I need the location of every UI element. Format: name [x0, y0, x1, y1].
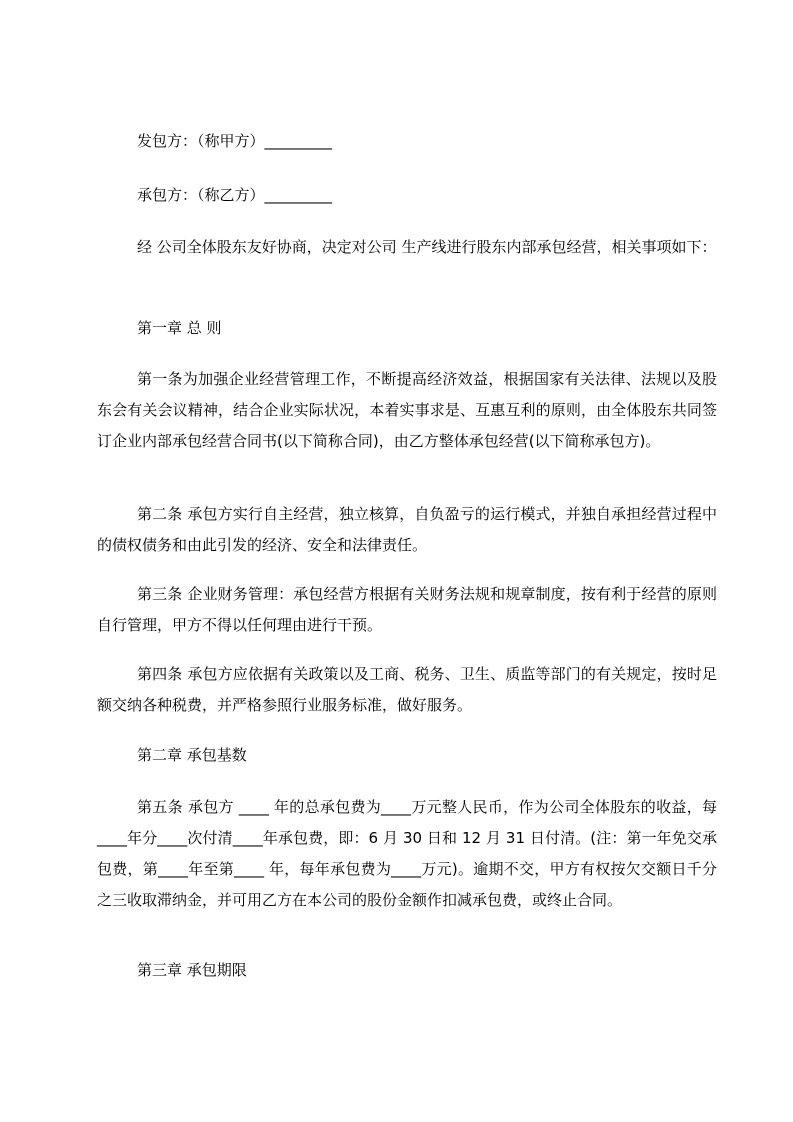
chapter3-heading: 第三章 承包期限	[137, 961, 247, 979]
article5-paragraph: 第五条 承包方 ____ 年的总承包费为____万元整人民币，作为公司全体股东的收益，每____年分____次付清____年承包费，即：6 月 30 日和 12 月 31 日付清。(注：第一年免交承包费，第____年至第____ 年，每年承包费为____万元)。逾期不交，甲方有权按欠交额日千分之三收取滞纳金，并可用乙方在本公司的股份金额作扣减承包费，或终止合同。	[97, 798, 717, 909]
party-b-line: 承包方：（称乙方）_________	[137, 186, 333, 204]
party-a-line: 发包方：（称甲方）_________	[137, 132, 333, 150]
chapter2-heading: 第二章 承包基数	[137, 746, 247, 764]
chapter1-heading: 第一章 总 则	[137, 319, 222, 337]
article1-paragraph: 第一条为加强企业经营管理工作，不断提高经济效益，根据国家有关法律、法规以及股东会有关会议精神，结合企业实际状况，本着实事求是、互惠互利的原则，由全体股东共同签订企业内部承包经营合同书(以下简称合同)，由乙方整体承包经营(以下简称承包方)。	[97, 370, 717, 450]
article4-paragraph: 第四条 承包方应依据有关政策以及工商、税务、卫生、质监等部门的有关规定，按时足额交纳各种税费，并严格参照行业服务标准，做好服务。	[97, 665, 717, 714]
article3-paragraph: 第三条 企业财务管理：承包经营方根据有关财务法规和规章制度，按有利于经营的原则自行管理，甲方不得以任何理由进行干预。	[97, 585, 717, 634]
article2-paragraph: 第二条 承包方实行自主经营，独立核算，自负盈亏的运行模式，并独自承担经营过程中的债权债务和由此引发的经济、安全和法律责任。	[97, 505, 717, 554]
intro-paragraph: 经 公司全体股东友好协商，决定对公司 生产线进行股东内部承包经营，相关事项如下：	[137, 238, 717, 256]
